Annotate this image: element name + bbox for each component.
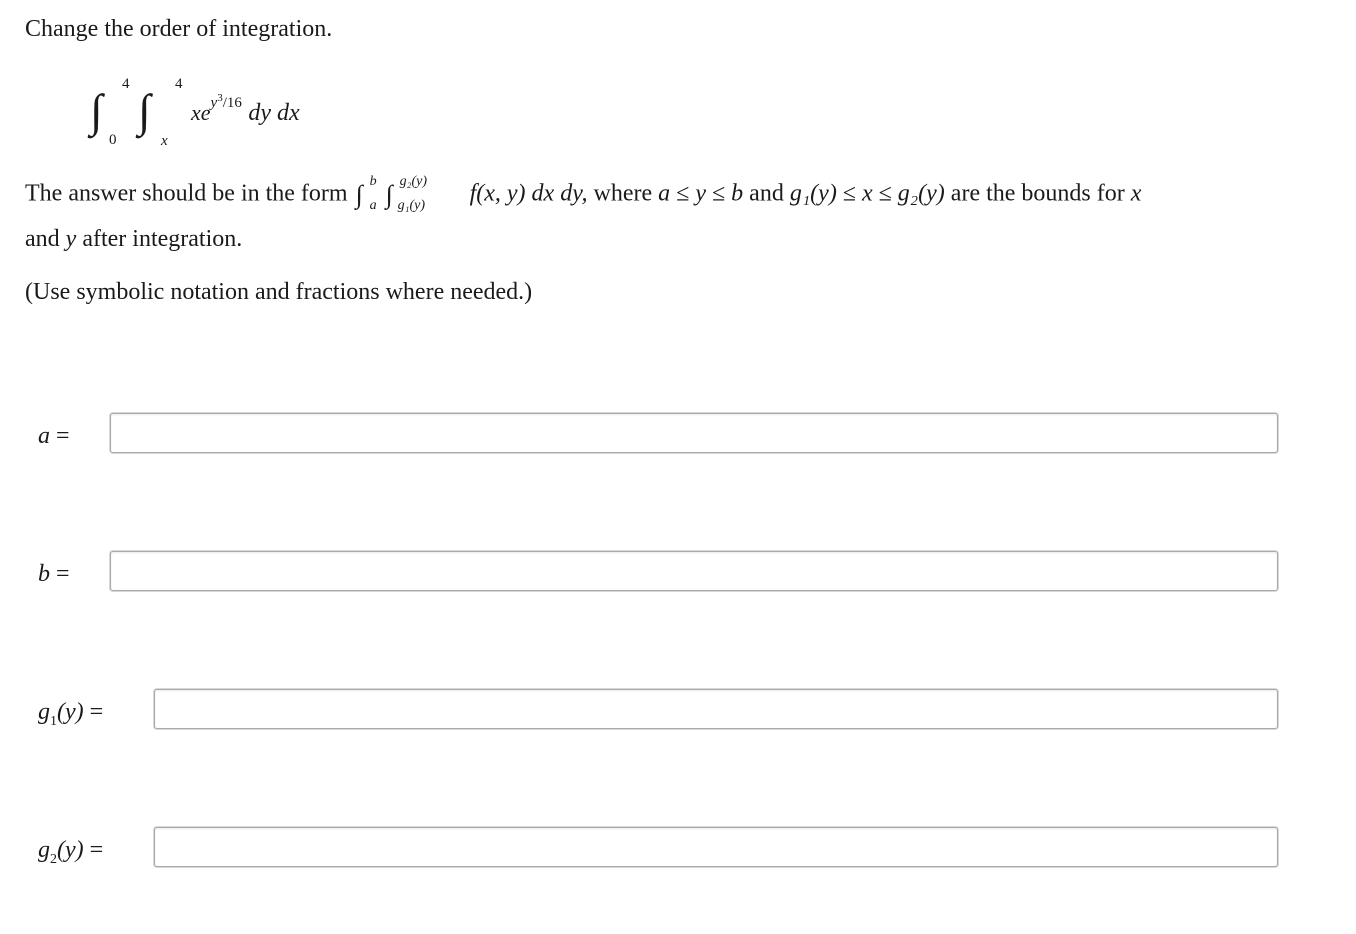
inner-integral-sign: ∫ [138, 85, 151, 136]
question-prompt: Change the order of integration. [25, 16, 333, 42]
integrand-base: xe [191, 100, 211, 125]
field-label-a: a = [38, 423, 70, 449]
form-integral: ∫ b a ∫ g₂(y) g₁(y) [355, 174, 427, 213]
outer-lower-limit: 0 [109, 132, 117, 148]
integrand-differentials: dy dx [248, 100, 300, 126]
y-bounds-condition: a ≤ y ≤ b [658, 180, 744, 207]
outer-upper-limit: 4 [122, 76, 130, 92]
form-integrand: f(x, y) dx dy, [469, 180, 588, 207]
answer-form-text-continued: and y after integration. [25, 226, 243, 252]
answer-input-g2[interactable] [154, 827, 1278, 867]
outer-integral-sign: ∫ [90, 85, 103, 136]
answer-form-text: The answer should be in the form ∫ b a ∫ g₂(y) g₁(y) f(x, y) dx dy, where a ≤ y ≤ b and g₁(y) ≤ x ≤ g₂(y) are the bounds for x [25, 174, 1142, 213]
inner-lower-limit: x [161, 133, 168, 149]
integrand-exponent: y3/16 [210, 92, 242, 111]
field-label-b: b = [38, 561, 70, 587]
integrand [191, 92, 300, 127]
answer-input-g1[interactable] [154, 689, 1278, 729]
field-label-g2: $g_2(y)$ = [38, 837, 104, 867]
given-integral [90, 70, 390, 160]
inner-upper-limit: 4 [175, 76, 183, 92]
x-bounds-condition: g₁(y) ≤ x ≤ g₂(y) [789, 180, 945, 207]
answer-input-b[interactable] [110, 551, 1278, 591]
answer-input-a[interactable] [110, 413, 1278, 453]
field-label-g1: $g_1(y)$ = [38, 699, 104, 729]
instruction-text: (Use symbolic notation and fractions where needed.) [25, 279, 533, 305]
